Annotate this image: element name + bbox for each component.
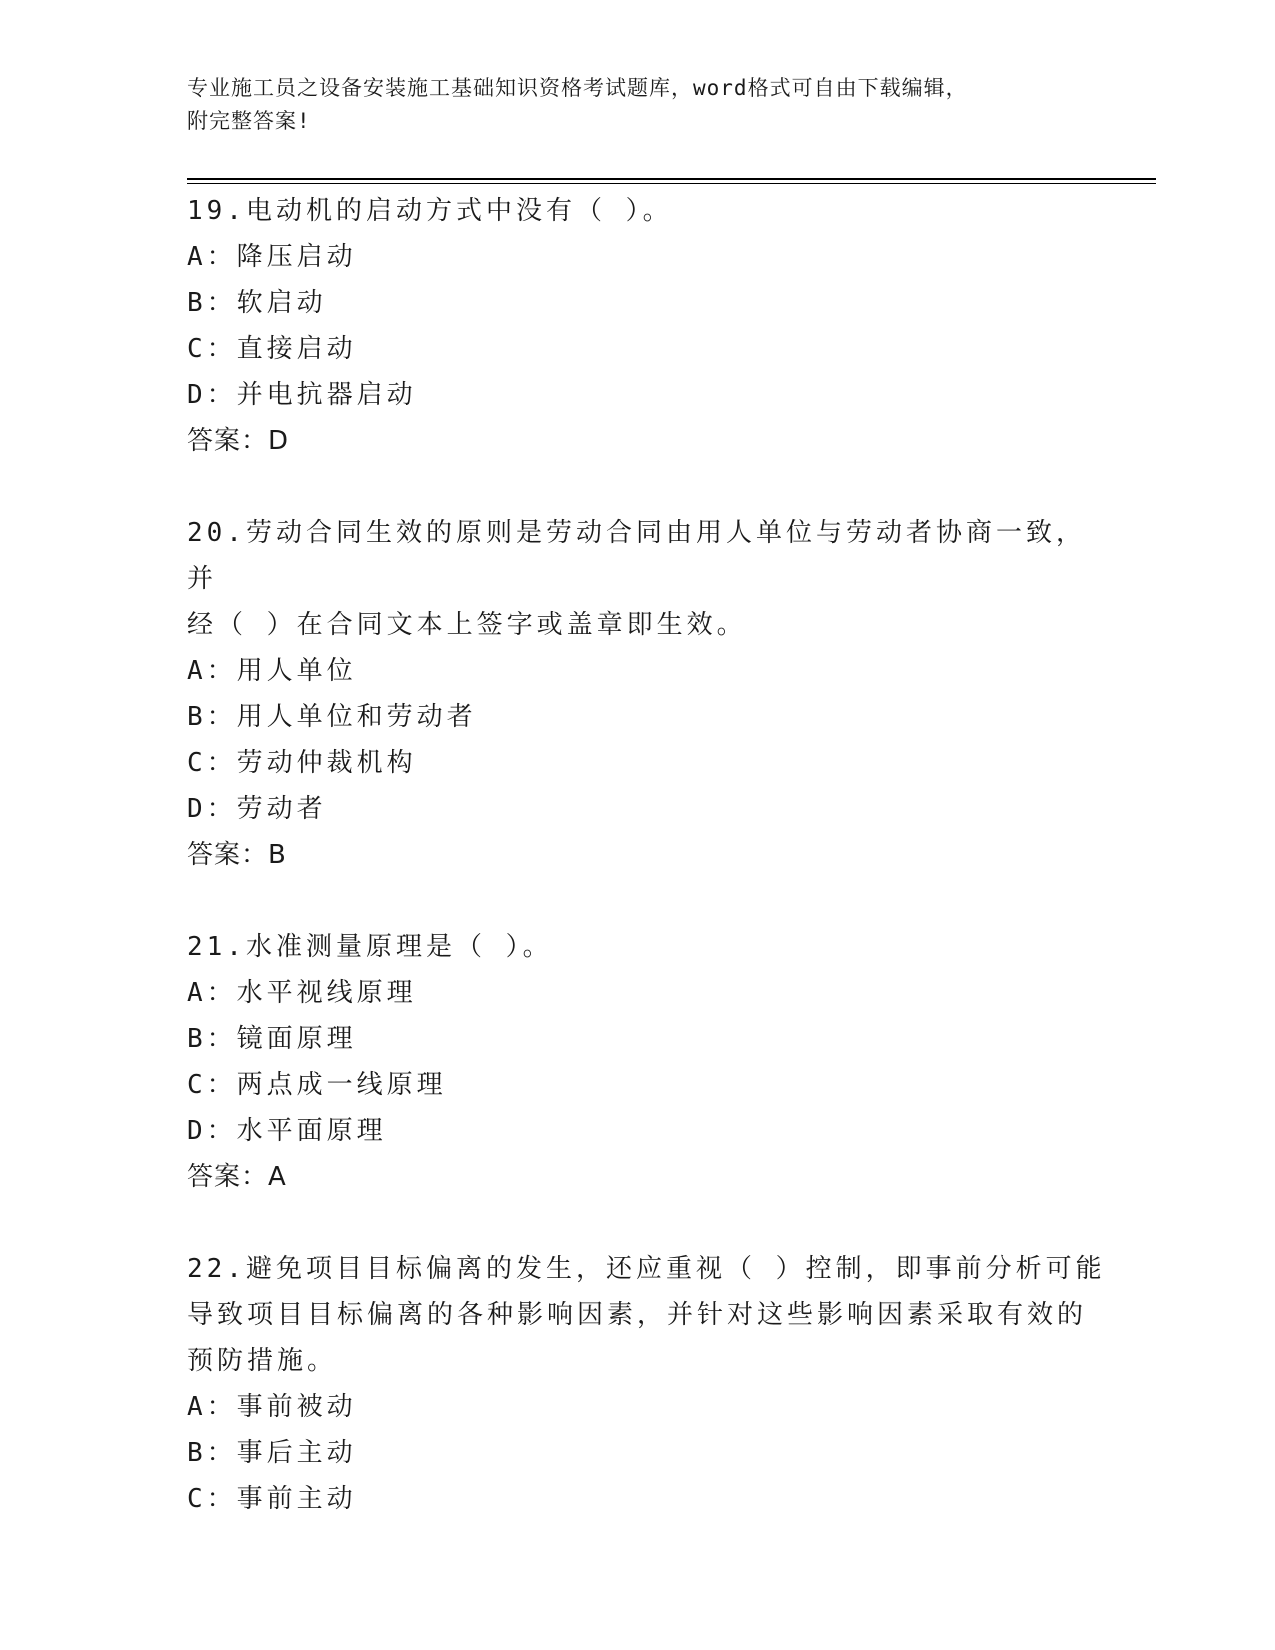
option-c: C：直接启动	[187, 334, 357, 364]
option-d: D：水平面原理	[187, 1116, 387, 1146]
answer-line: 答案：A	[187, 1162, 287, 1192]
document-header	[187, 72, 1087, 138]
option-a: A：水平视线原理	[187, 978, 417, 1008]
question-stem: 22.避免项目目标偏离的发生，还应重视（ ）控制，即事前分析可能	[187, 1254, 1106, 1284]
option-a: A：降压启动	[187, 242, 357, 272]
header-line-1: 专业施工员之设备安装施工基础知识资格考试题库，word格式可自由下载编辑，	[187, 76, 968, 100]
answer-line: 答案：B	[187, 840, 287, 870]
option-c: C：事前主动	[187, 1484, 357, 1514]
question-stem: 预防措施。	[187, 1346, 338, 1376]
question-stem: 21.水准测量原理是（ ）。	[187, 932, 553, 962]
option-c: C：两点成一线原理	[187, 1070, 447, 1100]
header-divider-thick	[187, 178, 1156, 180]
question-19	[187, 188, 1107, 464]
header-divider-thin	[187, 183, 1156, 184]
question-stem: 20.劳动合同生效的原则是劳动合同由用人单位与劳动者协商一致，并	[187, 518, 1086, 594]
question-21	[187, 924, 1107, 1200]
question-stem: 经（ ）在合同文本上签字或盖章即生效。	[187, 610, 747, 640]
option-d: D：并电抗器启动	[187, 380, 417, 410]
question-list	[187, 188, 1107, 1568]
answer-line: 答案：D	[187, 426, 290, 456]
option-b: B：软启动	[187, 288, 327, 318]
header-line-2: 附完整答案!	[187, 109, 311, 133]
option-c: C：劳动仲裁机构	[187, 748, 417, 778]
option-a: A：事前被动	[187, 1392, 357, 1422]
question-20	[187, 510, 1107, 878]
question-stem: 导致项目目标偏离的各种影响因素，并针对这些影响因素采取有效的	[187, 1300, 1088, 1330]
option-b: B：事后主动	[187, 1438, 357, 1468]
option-b: B：镜面原理	[187, 1024, 357, 1054]
option-a: A：用人单位	[187, 656, 357, 686]
option-d: D：劳动者	[187, 794, 327, 824]
question-22	[187, 1246, 1107, 1522]
option-b: B：用人单位和劳动者	[187, 702, 477, 732]
question-stem: 19.电动机的启动方式中没有（ ）。	[187, 196, 673, 226]
